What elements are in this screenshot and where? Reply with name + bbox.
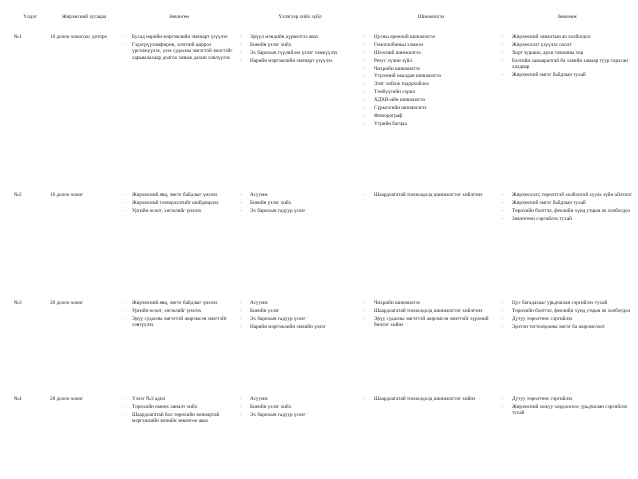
list-item: · Элэг хийлж тодорхойлох (364, 81, 498, 88)
header-age: Жирэмсний хугацаа (61, 14, 107, 20)
cell-stage: №3 (14, 300, 22, 306)
header-recommendations: Зөвлөмж (557, 14, 577, 20)
list-item: · Жирэмсний явц, эмгэг байдлыг үнэлэх (122, 300, 236, 307)
list-item: · Төрөхийн бэлтгэл, феолийн хүнд утцын ач холбогдол (502, 208, 632, 215)
list-item: · Жирэмсний хяналтын ач холбогдол (502, 34, 632, 41)
table-row (12, 396, 634, 456)
prenatal-visit-table (12, 14, 634, 456)
cell-advice (120, 34, 238, 192)
list-item: · Шаардлагатай тохиолдолд шинжилгээг хийлгэнэ (364, 308, 498, 315)
list-item: · Бусад нарийн мэргэжлийн эмчнарт үзүүлэх (122, 34, 236, 41)
list-item: · Төрөхийн бэлтгэл, феолийн хүнд утцын ач холбогдол (502, 308, 632, 315)
list-item: · Резус хүчин зүйл (364, 58, 498, 65)
list-item: · Чихрийн шинжилгээ (364, 300, 498, 307)
list-item: · Зөвлөгөөн сэргийлэх тухай (502, 216, 632, 223)
header-exam: Үзлэгээр хийх зүйл (278, 14, 322, 20)
cell-recommendations (500, 396, 634, 456)
list-item: · Асуумж (240, 396, 360, 403)
list-item: · Үзлэг №3 адил (122, 396, 236, 403)
list-item: · Ургийн өсөлт, хөгжлийг үнэлэх (122, 208, 236, 215)
list-item: · Эх барихын гүүлийлэх үзлэг хэвжүүлэх (240, 50, 360, 57)
header-stage: Үлдэг (23, 14, 37, 20)
list-item: · Асуумж (240, 300, 360, 307)
list-item: · Биеийн үзлэг хийх (240, 200, 360, 207)
cell-exam (238, 192, 362, 300)
list-item: · Шаардлагатай тохиолдолд шинжилгээг хийлгэнэ (364, 192, 498, 199)
cell-stage: №1 (14, 34, 22, 40)
list-item: · Эрүү судасны эмгэгтэй жирэмсэн эмэгтэйг зүрхний бичлэг хийнэ (364, 316, 498, 329)
list-item: · Гемоглобиньы хэмжээ (364, 42, 498, 49)
list-item: · Жирэмсний тээвэрлэлтийг шийдвэрлэх (122, 200, 236, 207)
list-item: · Цусны ерөнхий шинжилгээ (364, 34, 498, 41)
cell-age: 20 долоо хоног (50, 300, 84, 306)
table-row (12, 300, 634, 396)
list-item: · Шаардлагатай тохиолдолд шинжилгээг хийнэ (364, 396, 498, 403)
cell-stage: №2 (14, 192, 22, 198)
list-item: · Сүрьеэгийн шинжилгээ (364, 105, 498, 112)
list-item: · Тэмбүүгийн сорил (364, 89, 498, 96)
list-item: · Жирэмсний эмгэг байдлын тухай (502, 200, 632, 207)
cell-advice (120, 396, 238, 456)
cell-exam (238, 396, 362, 456)
list-item: · Бэлгийн хамааралтай ба хэвийн замаар туур тархсан халдвар (502, 58, 632, 71)
list-item: · Жирэмсний явц, эмгэг байдлыг үнэлэх (122, 192, 236, 199)
list-item: · Биеийн үзлэг хийх (240, 404, 360, 411)
list-item: · Жирэмслэлт, төрөлттэй холбоотой хууль зүйн ойлголт (502, 192, 632, 199)
cell-advice (120, 300, 238, 396)
list-item: · Нарийн мэргэжлийн эмчийн үзлэг (240, 324, 360, 331)
list-item: · Дутуу төрөлтөөс сэргийлэх (502, 316, 632, 323)
list-item: · Асуумж (240, 192, 360, 199)
cell-age: 28 долоо хоног (50, 396, 84, 402)
cell-tests (362, 300, 500, 396)
cell-age: 16 долоо хоног (50, 192, 84, 198)
cell-tests (362, 396, 500, 456)
list-item: · Гэдэсрүүлэмфирин, элэгний цирроз үргэлжүүлэх, үзэх судасны эмгэгтэй эмэгтэйг харьяалахаар долгоо хянаж дахин хэвлүүлэх (122, 42, 236, 62)
cell-advice (120, 192, 238, 300)
list-item: · Үтрээний наалдан шинжилгээ (364, 73, 498, 80)
cell-recommendations (500, 300, 634, 396)
list-item: · Шаардлагатай бол төрөхийн эмчнартай мэргэжлийн эмчийн зөвлөгөө авах (122, 412, 236, 425)
cell-tests (362, 192, 500, 300)
list-item: · ХДХВ-ийн шинжилгээ (364, 97, 498, 104)
header-advice: Зөвлөгөө (168, 14, 190, 20)
list-item: · Флюорограф (364, 113, 498, 120)
cell-exam (238, 300, 362, 396)
list-item: · Эрхтэн тогтолцооны эмгэг ба жирэмслэлт (502, 324, 632, 331)
list-item: · Эрүү судасны эмгэгтэй жирэмсэн эмэгтэйг хэвтүүлэх (122, 316, 236, 329)
table-row (12, 192, 634, 300)
cell-exam (238, 34, 362, 192)
list-item: · Биеийн үзлэг (240, 308, 360, 315)
list-item: · Нарийн мэргэжлийн эмчнарт үзүүлэх (240, 58, 360, 65)
cell-stage: №4 (14, 396, 22, 402)
cell-tests (362, 34, 500, 192)
list-item: · Шээсний шинжилгээ (364, 50, 498, 57)
list-item: · Биеийн үзлэг хийх (240, 42, 360, 49)
list-item: · Төрөхийн өмнөх хяналт хийх (122, 404, 236, 411)
list-item: · Ургийн өсөлт, хөгжлийг үнэлэх (122, 308, 236, 315)
list-item: · Жирэмслэлт үзүүлэх ололт (502, 42, 632, 49)
list-item: · Цус багадахаас урьдчилан сэргийлэх тухай (502, 300, 632, 307)
list-item: · Дутуу төрөлтөөс сэргийлэх (502, 396, 632, 403)
table-header-row (12, 14, 634, 34)
list-item: · Жирэмсний эмгэг байдлын тухай (502, 72, 632, 79)
list-item: · Чихрийн шинжилгээ (364, 66, 498, 73)
cell-age: 10 долоо хоногоос доторх (50, 34, 108, 40)
list-item: · Жирэмсний хожуу хордлогоос урьдчилан сэргийлэх тухай (502, 404, 632, 417)
list-item: · Эх барихын гадуур үзлэг (240, 316, 360, 323)
list-item: · Эх барихын гадуур үзлэг (240, 208, 360, 215)
table-row (12, 34, 634, 192)
cell-recommendations (500, 192, 634, 300)
list-item: · Эрүүл мэндийн дүрвэлтээ авах (240, 34, 360, 41)
list-item: · Үтрийн багцаа (364, 121, 498, 128)
list-item: · Эх барихын гадуур үзлэг (240, 412, 360, 419)
header-tests: Шинжилгээ (417, 14, 445, 20)
cell-recommendations (500, 34, 634, 192)
list-item: · Хорт зуршил, архи тамхины хор (502, 50, 632, 57)
